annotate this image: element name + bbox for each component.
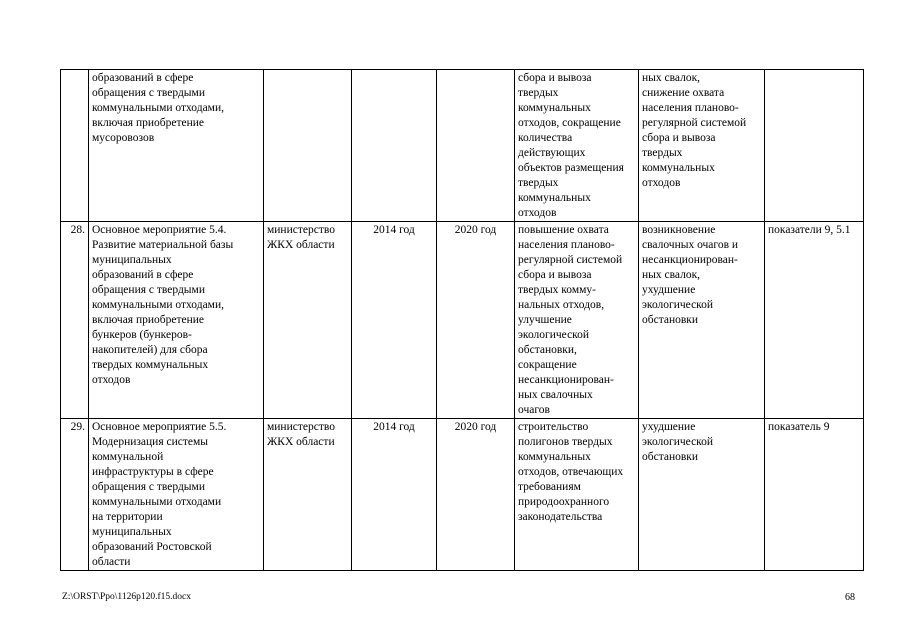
row-number bbox=[61, 70, 89, 222]
event-name: Основное мероприятие 5.5. Модернизация системы коммунальной инфраструктуры в сфере обращения с твердыми коммунальными отходами на территории муниципальных образований Ростовской области bbox=[89, 419, 264, 571]
start-year: 2014 год bbox=[352, 222, 437, 419]
table-row bbox=[61, 419, 864, 571]
table-row bbox=[61, 70, 864, 222]
non-implementation-consequences: возникновение свалочных очагов и несанкционирован- ных свалок, ухудшение экологической обстановки bbox=[639, 222, 765, 419]
end-year: 2020 год bbox=[437, 222, 515, 419]
event-name: Основное мероприятие 5.4. Развитие материальной базы муниципальных образований в сфере обращения с твердыми коммунальными отходами, включая приобретение бункеров (бункеров- накопителей) для сбора твердых коммунальных отходов bbox=[89, 222, 264, 419]
expected-result: строительство полигонов твердых коммунальных отходов, отвечающих требованиям природоохранного законодательства bbox=[515, 419, 639, 571]
executor bbox=[264, 70, 352, 222]
row-number: 29. bbox=[61, 419, 89, 571]
footer-file-path: Z:\ORST\Ppo\1126p120.f15.docx bbox=[62, 592, 191, 602]
page-number: 68 bbox=[845, 592, 855, 603]
program-activities-table bbox=[60, 69, 864, 571]
start-year bbox=[352, 70, 437, 222]
related-indicators: показатели 9, 5.1 bbox=[765, 222, 864, 419]
row-number: 28. bbox=[61, 222, 89, 419]
executor: министерство ЖКХ области bbox=[264, 222, 352, 419]
non-implementation-consequences: ных свалок, снижение охвата населения планово- регулярной системой сбора и вывоза твердых коммунальных отходов bbox=[639, 70, 765, 222]
related-indicators: показатель 9 bbox=[765, 419, 864, 571]
related-indicators bbox=[765, 70, 864, 222]
expected-result: сбора и вывоза твердых коммунальных отходов, сокращение количества действующих объектов размещения твердых коммунальных отходов bbox=[515, 70, 639, 222]
event-name: образований в сфере обращения с твердыми коммунальными отходами, включая приобретение мусоровозов bbox=[89, 70, 264, 222]
end-year bbox=[437, 70, 515, 222]
end-year: 2020 год bbox=[437, 419, 515, 571]
start-year: 2014 год bbox=[352, 419, 437, 571]
executor: министерство ЖКХ области bbox=[264, 419, 352, 571]
table-row bbox=[61, 222, 864, 419]
expected-result: повышение охвата населения планово- регулярной системой сбора и вывоза твердых комму- нальных отходов, улучшение экологической обстановки, сокращение несанкционирован- ных свалочных очагов bbox=[515, 222, 639, 419]
non-implementation-consequences: ухудшение экологической обстановки bbox=[639, 419, 765, 571]
